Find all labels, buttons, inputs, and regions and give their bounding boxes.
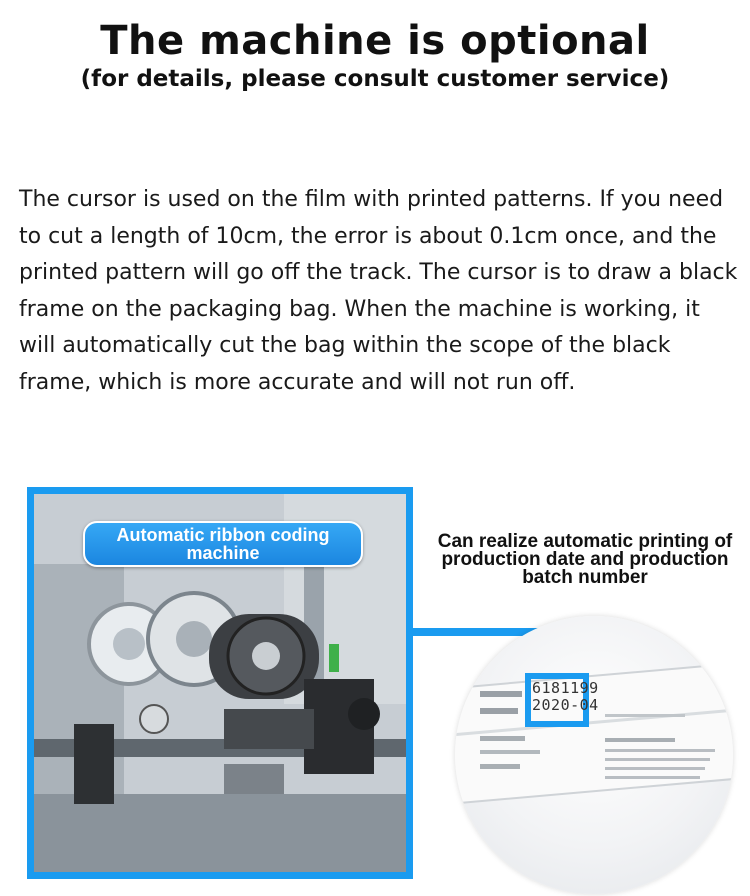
feature-caption: Can realize automatic printing of production date and production batch number [437,531,733,588]
sample-packet-illustration [455,616,733,894]
printed-sample-closeup [455,616,733,894]
page-title: The machine is optional [100,18,650,64]
machine-photo [27,487,413,879]
page-subtitle: (for details, please consult customer service) [80,66,670,92]
batch-number: 6181199 [532,679,599,697]
ribbon-coding-label: Automatic ribbon coding machine [83,521,363,567]
description-paragraph: The cursor is used on the film with printed patterns. If you need to cut a length of 10cm, the error is about 0.1cm once, and the printed pattern will go off the track. The cursor is to draw a black frame on the packaging bag. When the machine is working, it will automatically cut the bag within the scope of the black frame, which is more accurate and will not run off. [19,187,738,395]
production-date: 2020-04 [532,696,599,714]
